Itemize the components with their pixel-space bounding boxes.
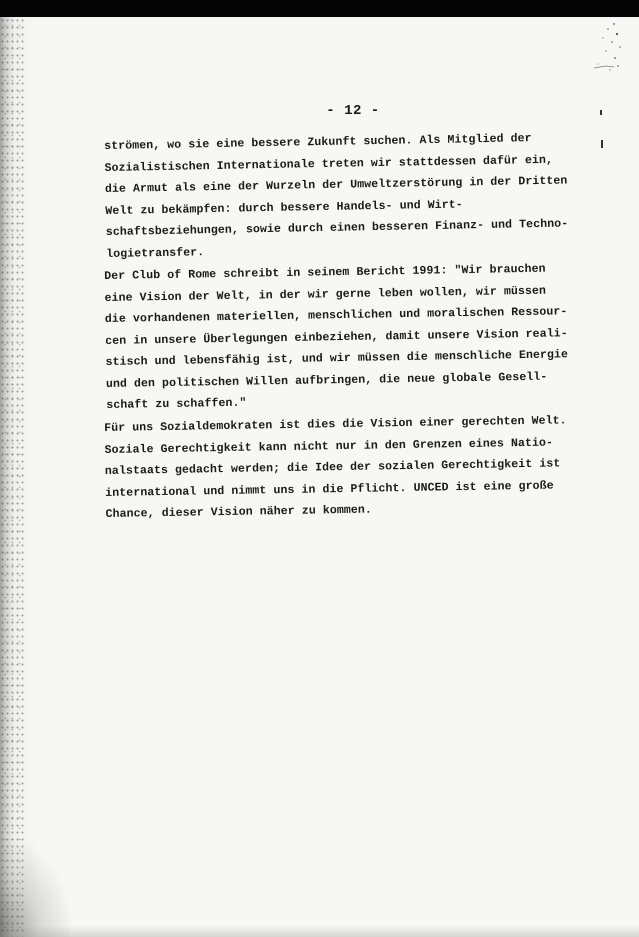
text-line: stisch und lebensfähig ist, und wir müssen die menschliche Energie bbox=[105, 348, 569, 369]
text-line: schaftsbeziehungen, sowie durch einen besseren Finanz- und Techno- bbox=[105, 217, 569, 239]
text-line: international und nimmt uns in die Pflicht. UNCED ist eine große bbox=[105, 479, 554, 500]
text-line: strömen, wo sie eine bessere Zukunft suchen. Als Mitglied der bbox=[104, 132, 532, 153]
scan-top-border bbox=[0, 0, 639, 17]
scan-corner-noise bbox=[584, 20, 624, 80]
text-line: nalstaats gedacht werden; die Idee der sozialen Gerechtigkeit ist bbox=[104, 457, 561, 478]
text-line: logietransfer. bbox=[106, 245, 205, 261]
text-line: Der Club of Rome schreibt in seinem Bericht 1991: "Wir brauchen bbox=[104, 262, 546, 283]
scan-corner-shadow bbox=[0, 840, 70, 937]
text-line: Sozialistischen Internationale treten wir stattdessen dafür ein, bbox=[104, 153, 554, 175]
page-number: - 12 - bbox=[326, 103, 380, 119]
paragraph-3 bbox=[104, 410, 606, 526]
paragraph-2 bbox=[104, 258, 606, 417]
text-line: Für uns Sozialdemokraten ist dies die Vision einer gerechten Welt. bbox=[104, 414, 567, 435]
text-line: die Armut als eine der Wurzeln der Umweltzerstörung in der Dritten bbox=[104, 174, 568, 196]
text-line: Chance, dieser Vision näher zu kommen. bbox=[105, 503, 372, 521]
text-line: schaft zu schaffen." bbox=[106, 396, 247, 412]
text-line: Soziale Gerechtigkeit kann nicht nur in den Grenzen eines Natio- bbox=[104, 436, 554, 457]
scan-left-edge-speckle bbox=[0, 17, 24, 937]
text-line: cen in unsere Überlegungen einbeziehen, damit unsere Vision reali- bbox=[105, 326, 568, 348]
text-line: und den politischen Willen aufbringen, die neue globale Gesell- bbox=[105, 370, 548, 391]
text-line: eine Vision der Welt, in der wir gerne leben wollen, wir müssen bbox=[104, 284, 547, 305]
text-line: Welt zu bekämpfen: durch bessere Handels- und Wirt- bbox=[105, 197, 463, 218]
scan-bottom-edge bbox=[0, 925, 639, 937]
text-line: die vorhandenen materiellen, menschlichen und moralischen Ressour- bbox=[104, 305, 568, 326]
paragraph-1 bbox=[104, 127, 606, 265]
